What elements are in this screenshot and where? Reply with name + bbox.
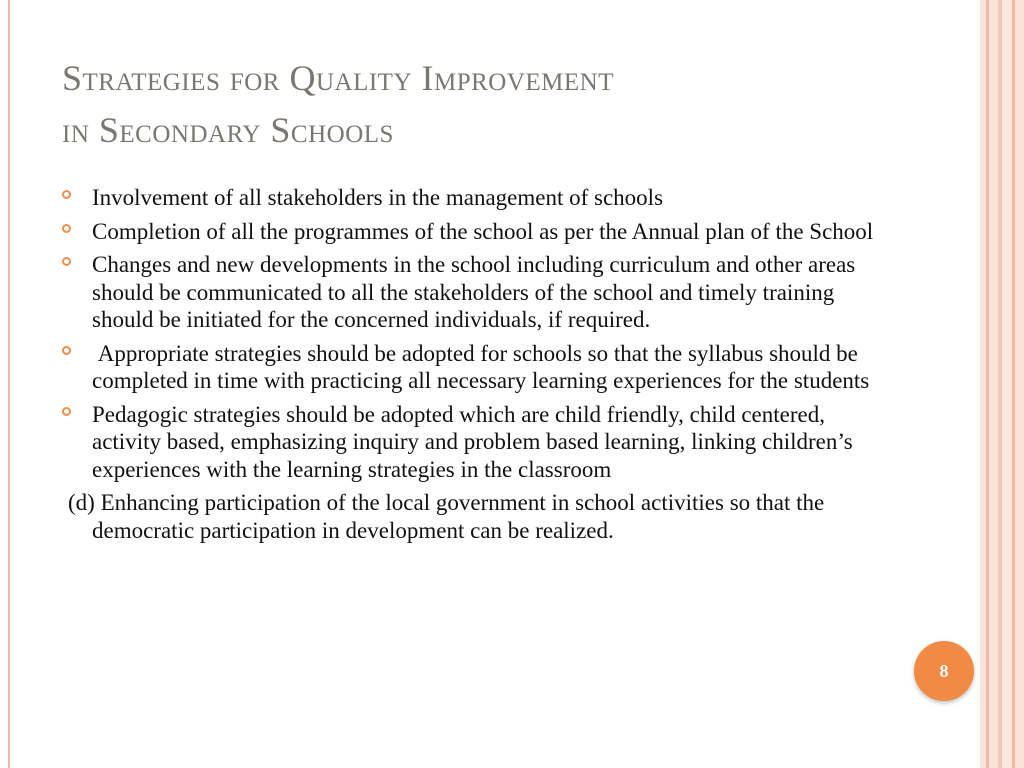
list-item: [62, 251, 892, 334]
bullet-circle-icon: [62, 257, 71, 266]
list-item: [62, 340, 892, 395]
list-item: [62, 401, 892, 484]
bullet-text: Appropriate strategies should be adopted for schools so that the syllabus should be completed in time with practicing all necessary learning experiences for the students: [92, 340, 870, 393]
right-decorative-stripes: [980, 0, 1024, 768]
slide-title-line-2: in Secondary Schools: [62, 110, 394, 150]
bullet-text: Involvement of all stakeholders in the management of schools: [92, 185, 664, 210]
slide-title-line-1: Strategies for Quality Improvement: [62, 58, 615, 98]
stripe: [989, 0, 998, 768]
bullet-text: Pedagogic strategies should be adopted which are child friendly, child centered, activity based, emphasizing inquiry and problem based learning, linking children’s experiences with the learning strategies in the classroom: [92, 401, 853, 482]
page-number-badge: 8: [914, 641, 974, 701]
slide-title: [62, 52, 942, 156]
bullet-circle-icon: [62, 224, 71, 233]
bullet-list: [62, 184, 892, 544]
list-item: [62, 184, 892, 212]
bullet-circle-icon: [62, 346, 71, 355]
bullet-circle-icon: [62, 407, 71, 416]
bullet-text: Completion of all the programmes of the school as per the Annual plan of the School: [92, 218, 874, 244]
bullet-text: Changes and new developments in the school including curriculum and other areas should be communicated to all the stakeholders of the school and timely training should be initiated for the concerned individuals, if required.: [92, 252, 856, 332]
subpoint-text: (d) Enhancing participation of the local government in school activities so that the democratic participation in development can be realized.: [68, 490, 825, 543]
stripe: [1015, 0, 1024, 768]
bullet-circle-icon: [62, 190, 71, 199]
list-item: [62, 218, 892, 246]
left-border-line: [8, 0, 10, 768]
stripe: [1002, 0, 1012, 768]
